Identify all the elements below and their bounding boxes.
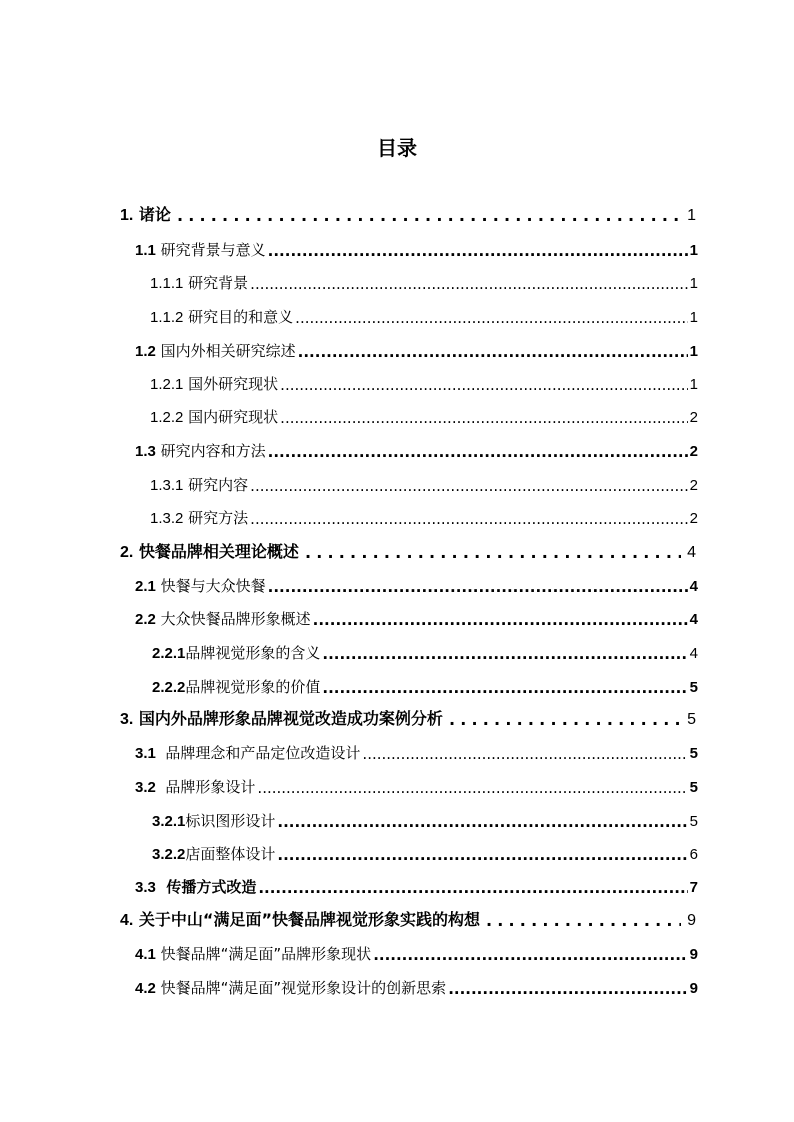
toc-leader-dots bbox=[268, 241, 688, 261]
toc-entry-title: 研究内容和方法 bbox=[160, 442, 266, 460]
toc-entry-page: 4 bbox=[689, 578, 698, 595]
toc-entry-page: 2 bbox=[689, 409, 698, 426]
toc-leader-dots bbox=[250, 274, 687, 294]
toc-entry-page: 5 bbox=[689, 745, 698, 762]
toc-entry-page: 9 bbox=[687, 912, 696, 929]
toc-entry-4-2[interactable] bbox=[135, 975, 698, 999]
toc-entry-page: 2 bbox=[689, 510, 698, 527]
toc-entry-number: 3.2 bbox=[135, 779, 156, 796]
toc-entry-number: 1. bbox=[120, 207, 134, 224]
toc-entry-3-2[interactable] bbox=[135, 774, 698, 798]
toc-entry-chapter-2[interactable] bbox=[120, 539, 698, 563]
toc-entry-1-1-2[interactable] bbox=[150, 304, 698, 328]
toc-leader-dots bbox=[305, 543, 681, 563]
toc-entry-number: 3.3 bbox=[135, 879, 156, 896]
toc-entry-page: 4 bbox=[689, 645, 698, 662]
toc-entry-number: 4.1 bbox=[135, 946, 156, 963]
toc-entry-2-2[interactable] bbox=[135, 606, 698, 630]
toc-leader-dots bbox=[250, 476, 687, 496]
toc-entry-number: 1.1 bbox=[135, 242, 156, 259]
toc-entry-title: 标识图形设计 bbox=[185, 812, 276, 830]
toc-entry-title: 大众快餐品牌形象概述 bbox=[160, 610, 311, 628]
toc-leader-dots bbox=[268, 577, 688, 597]
toc-entry-page: 1 bbox=[687, 207, 696, 224]
toc-entry-title: 品牌形象设计 bbox=[165, 778, 256, 796]
toc-entry-number: 1.3.2 bbox=[150, 510, 184, 527]
toc-entry-page: 2 bbox=[689, 443, 698, 460]
toc-entry-title: 快餐品牌“满足面”视觉形象设计的创新思索 bbox=[160, 979, 447, 997]
toc-entry-1-3-2[interactable] bbox=[150, 505, 698, 529]
toc-entry-page: 5 bbox=[689, 813, 698, 830]
toc-entry-number: 3. bbox=[120, 711, 134, 728]
toc-entry-title: 研究目的和意义 bbox=[188, 308, 294, 326]
toc-entry-title: 研究背景与意义 bbox=[160, 241, 266, 259]
toc-entry-page: 1 bbox=[689, 242, 698, 259]
toc-leader-dots bbox=[177, 206, 681, 226]
toc-entry-1-1[interactable] bbox=[135, 237, 698, 261]
toc-entry-page: 5 bbox=[689, 679, 698, 696]
toc-entry-page: 1 bbox=[689, 309, 698, 326]
toc-entry-3-2-1[interactable] bbox=[152, 808, 698, 832]
toc-entry-number: 2.2 bbox=[135, 611, 156, 628]
toc-entry-chapter-4[interactable] bbox=[120, 907, 698, 931]
toc-entry-number: 3.2.2 bbox=[152, 846, 186, 863]
toc-entry-page: 5 bbox=[687, 711, 696, 728]
toc-entry-title: 店面整体设计 bbox=[185, 845, 276, 863]
toc-leader-dots bbox=[268, 442, 688, 462]
toc-entry-page: 1 bbox=[689, 376, 698, 393]
toc-leader-dots bbox=[449, 710, 681, 730]
page-title: 目录 bbox=[377, 136, 417, 160]
toc-entry-number: 1.2.2 bbox=[150, 409, 184, 426]
toc-entry-number: 2.2.2 bbox=[152, 679, 186, 696]
toc-entry-page: 6 bbox=[689, 846, 698, 863]
toc-leader-dots bbox=[258, 878, 687, 898]
toc-leader-dots bbox=[257, 778, 687, 798]
toc-entry-number: 1.2 bbox=[135, 343, 156, 360]
toc-entry-page: 1 bbox=[689, 275, 698, 292]
toc-entry-chapter-3[interactable] bbox=[120, 706, 698, 730]
toc-leader-dots bbox=[280, 375, 687, 395]
toc-entry-title: 国内外相关研究综述 bbox=[160, 342, 296, 360]
toc-leader-dots bbox=[277, 845, 687, 865]
toc-entry-number: 3.2.1 bbox=[152, 813, 186, 830]
toc-entry-3-2-2[interactable] bbox=[152, 841, 698, 865]
toc-entry-title: 研究方法 bbox=[188, 509, 249, 527]
toc-entry-number: 1.3.1 bbox=[150, 477, 184, 494]
toc-entry-title: 品牌视觉形象的价值 bbox=[185, 678, 321, 696]
toc-entry-3-3[interactable] bbox=[135, 874, 698, 898]
toc-entry-number: 1.3 bbox=[135, 443, 156, 460]
toc-entry-title: 研究背景 bbox=[188, 274, 249, 292]
toc-entry-title: 诸论 bbox=[138, 205, 171, 224]
toc-leader-dots bbox=[322, 644, 687, 664]
toc-entry-number: 1.2.1 bbox=[150, 376, 184, 393]
toc-leader-dots bbox=[362, 744, 687, 764]
toc-entry-title: 品牌理念和产品定位改造设计 bbox=[165, 744, 361, 762]
toc-entry-number: 4.2 bbox=[135, 980, 156, 997]
toc-entry-title: 国外研究现状 bbox=[188, 375, 279, 393]
toc-entry-4-1[interactable] bbox=[135, 941, 698, 965]
toc-entry-page: 1 bbox=[689, 343, 698, 360]
toc-entry-number: 1.1.2 bbox=[150, 309, 184, 326]
toc-leader-dots bbox=[448, 979, 687, 999]
toc-leader-dots bbox=[277, 812, 687, 832]
toc-leader-dots bbox=[250, 509, 687, 529]
toc-entry-1-2[interactable] bbox=[135, 338, 698, 362]
toc-entry-page: 4 bbox=[687, 544, 696, 561]
toc-entry-number: 3.1 bbox=[135, 745, 156, 762]
toc-entry-title: 研究内容 bbox=[188, 476, 249, 494]
toc-leader-dots bbox=[313, 610, 688, 630]
toc-entry-number: 2.1 bbox=[135, 578, 156, 595]
toc-entry-1-3-1[interactable] bbox=[150, 472, 698, 496]
toc-entry-3-1[interactable] bbox=[135, 740, 698, 764]
toc-entry-page: 7 bbox=[689, 879, 698, 896]
toc-entry-number: 2.2.1 bbox=[152, 645, 186, 662]
toc-leader-dots bbox=[298, 342, 688, 362]
toc-entry-2-2-2[interactable] bbox=[152, 674, 698, 698]
toc-entry-title: 国内研究现状 bbox=[188, 408, 279, 426]
toc-entry-title: 快餐品牌“满足面”品牌形象现状 bbox=[160, 945, 372, 963]
toc-entry-1-3[interactable] bbox=[135, 438, 698, 462]
toc-entry-title: 品牌视觉形象的含义 bbox=[185, 644, 321, 662]
toc-entry-2-1[interactable] bbox=[135, 573, 698, 597]
toc-entry-number: 4. bbox=[120, 912, 134, 929]
toc-entry-1-2-1[interactable] bbox=[150, 371, 698, 395]
toc-entry-title: 关于中山“满足面”快餐品牌视觉形象实践的构想 bbox=[138, 910, 480, 929]
toc-entry-number: 1.1.1 bbox=[150, 275, 184, 292]
toc-leader-dots bbox=[280, 408, 687, 428]
toc-entry-page: 4 bbox=[689, 611, 698, 628]
toc-entry-page: 5 bbox=[689, 779, 698, 796]
toc-entry-title: 传播方式改造 bbox=[166, 878, 257, 896]
toc-leader-dots bbox=[322, 678, 687, 698]
toc-entry-title: 快餐与大众快餐 bbox=[160, 577, 266, 595]
toc-leader-dots bbox=[373, 945, 687, 965]
toc-entry-2-2-1[interactable] bbox=[152, 640, 698, 664]
toc-entry-chapter-1[interactable] bbox=[120, 202, 698, 226]
toc-entry-number: 2. bbox=[120, 544, 134, 561]
toc-entry-title: 国内外品牌形象品牌视觉改造成功案例分析 bbox=[138, 709, 443, 728]
toc-entry-1-2-2[interactable] bbox=[150, 404, 698, 428]
toc-entry-title: 快餐品牌相关理论概述 bbox=[138, 542, 299, 561]
toc-entry-page: 2 bbox=[689, 477, 698, 494]
toc-entry-1-1-1[interactable] bbox=[150, 270, 698, 294]
toc-entry-page: 9 bbox=[689, 946, 698, 963]
toc-entry-page: 9 bbox=[689, 980, 698, 997]
toc-leader-dots bbox=[295, 308, 687, 328]
toc-leader-dots bbox=[486, 911, 681, 931]
